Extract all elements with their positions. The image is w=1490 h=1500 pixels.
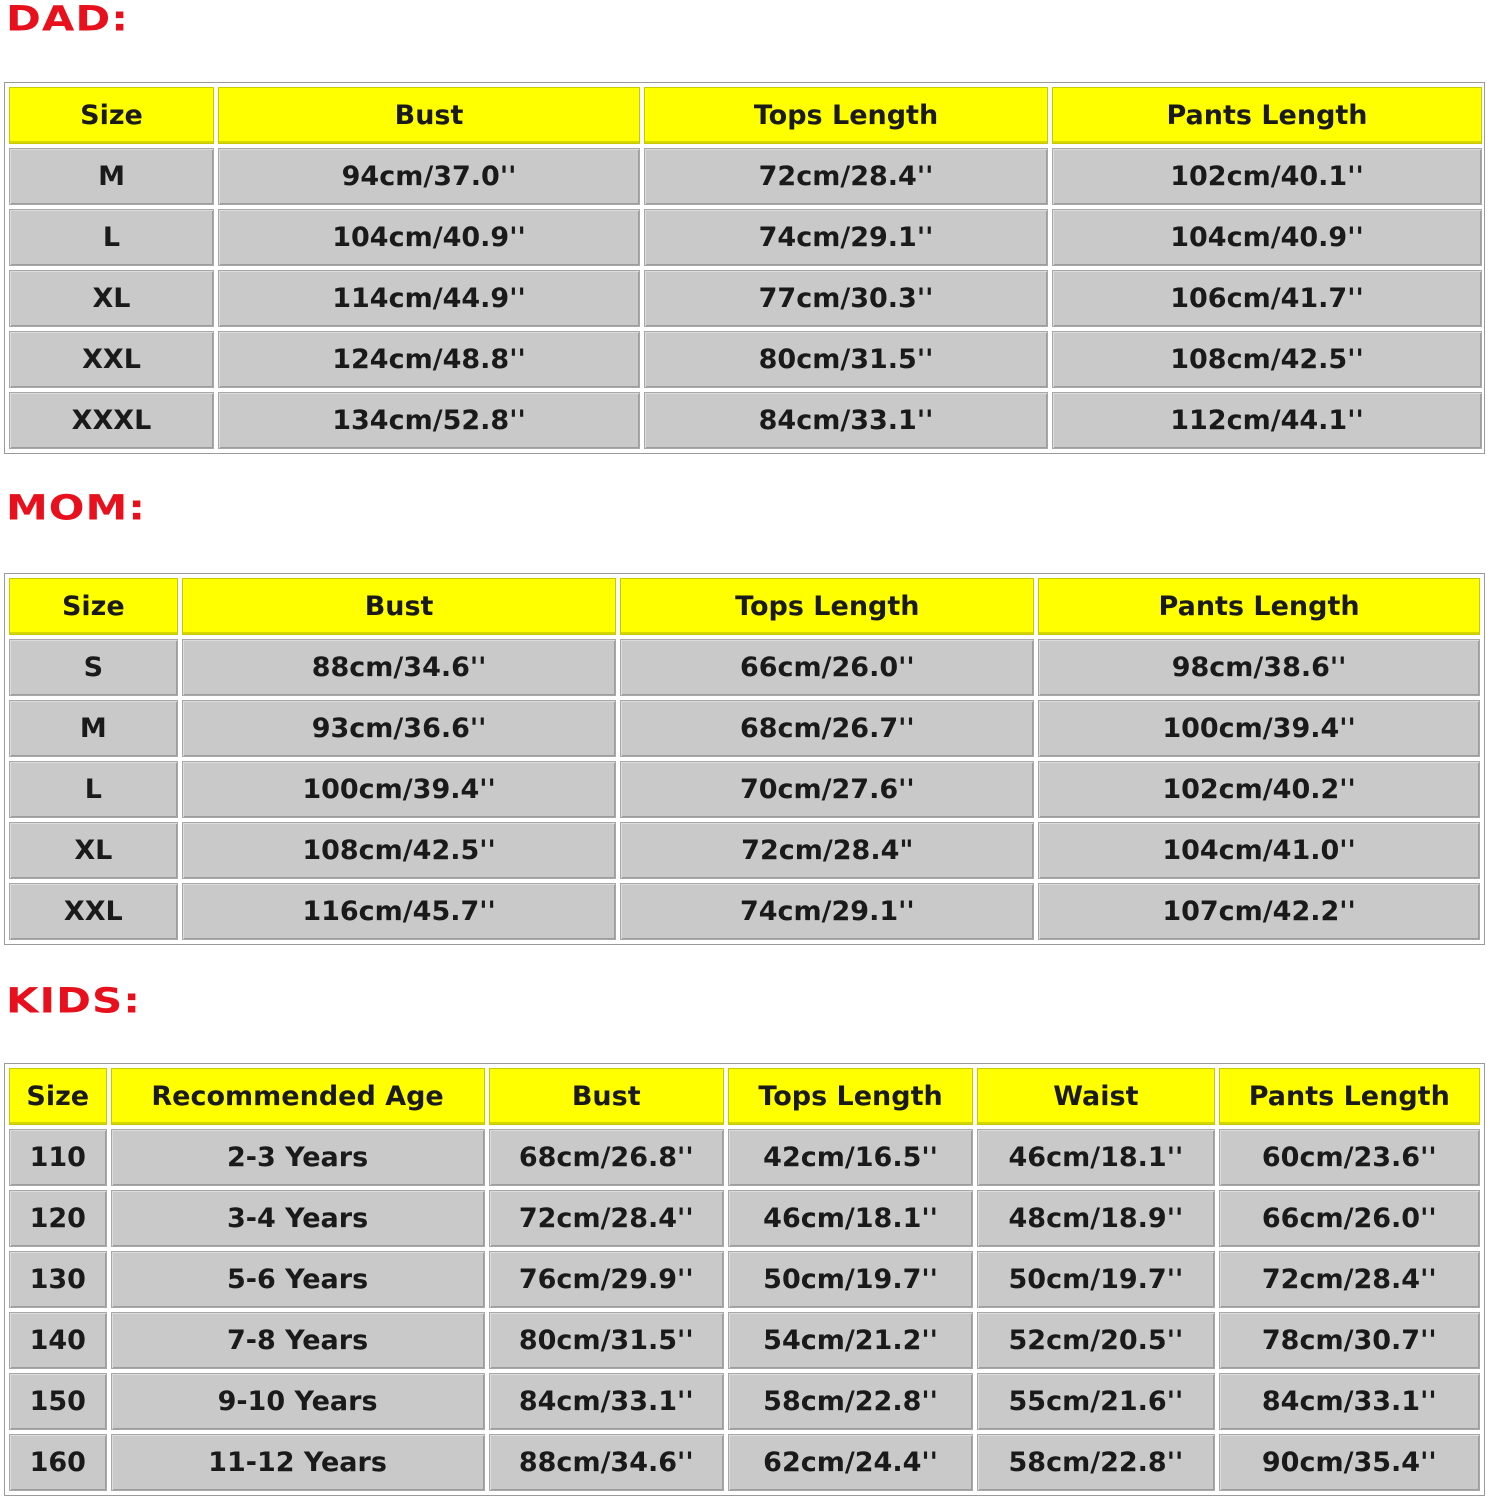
bust-cell: 80cm/31.5'' xyxy=(489,1312,724,1369)
tops-length-cell: 62cm/24.4'' xyxy=(728,1434,973,1491)
table-row xyxy=(9,639,1480,696)
kids-header-tops-length: Tops Length xyxy=(728,1068,973,1125)
table-row xyxy=(9,761,1480,818)
pants-length-cell: 60cm/23.6'' xyxy=(1219,1129,1480,1186)
mom-section-title: MOM: xyxy=(6,487,147,528)
kids-header-pants-length: Pants Length xyxy=(1219,1068,1480,1125)
table-row xyxy=(9,148,1482,205)
tops-length-cell: 84cm/33.1'' xyxy=(644,392,1048,449)
age-cell: 3-4 Years xyxy=(111,1190,485,1247)
pants-length-cell: 84cm/33.1'' xyxy=(1219,1373,1480,1430)
size-cell: L xyxy=(9,209,214,266)
size-cell: XXXL xyxy=(9,392,214,449)
mom-header-size: Size xyxy=(9,578,178,635)
size-cell: 120 xyxy=(9,1190,107,1247)
bust-cell: 116cm/45.7'' xyxy=(182,883,617,940)
mom-size-table-frame xyxy=(4,573,1485,945)
dad-header-bust: Bust xyxy=(218,87,640,144)
bust-cell: 76cm/29.9'' xyxy=(489,1251,724,1308)
mom-header-bust: Bust xyxy=(182,578,617,635)
pants-length-cell: 112cm/44.1'' xyxy=(1052,392,1482,449)
bust-cell: 100cm/39.4'' xyxy=(182,761,617,818)
table-row xyxy=(9,209,1482,266)
dad-header-row xyxy=(9,87,1482,144)
bust-cell: 72cm/28.4'' xyxy=(489,1190,724,1247)
table-row xyxy=(9,700,1480,757)
bust-cell: 134cm/52.8'' xyxy=(218,392,640,449)
age-cell: 7-8 Years xyxy=(111,1312,485,1369)
kids-section-title: KIDS: xyxy=(6,980,142,1021)
table-row xyxy=(9,331,1482,388)
size-cell: M xyxy=(9,700,178,757)
dad-header-tops-length: Tops Length xyxy=(644,87,1048,144)
waist-cell: 55cm/21.6'' xyxy=(977,1373,1214,1430)
mom-header-tops-length: Tops Length xyxy=(620,578,1034,635)
size-cell: 140 xyxy=(9,1312,107,1369)
tops-length-cell: 50cm/19.7'' xyxy=(728,1251,973,1308)
bust-cell: 88cm/34.6'' xyxy=(182,639,617,696)
kids-header-recommended-age: Recommended Age xyxy=(111,1068,485,1125)
table-row xyxy=(9,270,1482,327)
bust-cell: 93cm/36.6'' xyxy=(182,700,617,757)
tops-length-cell: 58cm/22.8'' xyxy=(728,1373,973,1430)
mom-header-row xyxy=(9,578,1480,635)
dad-section-title: DAD: xyxy=(6,0,130,39)
tops-length-cell: 77cm/30.3'' xyxy=(644,270,1048,327)
bust-cell: 108cm/42.5'' xyxy=(182,822,617,879)
table-row xyxy=(9,1129,1480,1186)
tops-length-cell: 74cm/29.1'' xyxy=(620,883,1034,940)
bust-cell: 124cm/48.8'' xyxy=(218,331,640,388)
pants-length-cell: 104cm/40.9'' xyxy=(1052,209,1482,266)
tops-length-cell: 42cm/16.5'' xyxy=(728,1129,973,1186)
table-row xyxy=(9,1434,1480,1491)
table-row xyxy=(9,1190,1480,1247)
size-cell: 110 xyxy=(9,1129,107,1186)
waist-cell: 48cm/18.9'' xyxy=(977,1190,1214,1247)
dad-header-size: Size xyxy=(9,87,214,144)
pants-length-cell: 104cm/41.0'' xyxy=(1038,822,1480,879)
size-cell: XXL xyxy=(9,331,214,388)
table-row xyxy=(9,822,1480,879)
size-cell: L xyxy=(9,761,178,818)
table-row xyxy=(9,1251,1480,1308)
kids-size-table-frame xyxy=(4,1063,1485,1496)
kids-size-table xyxy=(5,1064,1484,1495)
pants-length-cell: 78cm/30.7'' xyxy=(1219,1312,1480,1369)
pants-length-cell: 72cm/28.4'' xyxy=(1219,1251,1480,1308)
dad-size-table-frame xyxy=(4,82,1485,454)
tops-length-cell: 74cm/29.1'' xyxy=(644,209,1048,266)
size-cell: 130 xyxy=(9,1251,107,1308)
mom-header-pants-length: Pants Length xyxy=(1038,578,1480,635)
bust-cell: 88cm/34.6'' xyxy=(489,1434,724,1491)
dad-size-table xyxy=(5,83,1486,453)
age-cell: 5-6 Years xyxy=(111,1251,485,1308)
kids-header-row xyxy=(9,1068,1480,1125)
tops-length-cell: 72cm/28.4'' xyxy=(644,148,1048,205)
size-cell: M xyxy=(9,148,214,205)
pants-length-cell: 108cm/42.5'' xyxy=(1052,331,1482,388)
table-row xyxy=(9,883,1480,940)
size-cell: XL xyxy=(9,822,178,879)
age-cell: 11-12 Years xyxy=(111,1434,485,1491)
table-row xyxy=(9,1312,1480,1369)
size-cell: XL xyxy=(9,270,214,327)
tops-length-cell: 72cm/28.4" xyxy=(620,822,1034,879)
size-cell: XXL xyxy=(9,883,178,940)
age-cell: 9-10 Years xyxy=(111,1373,485,1430)
pants-length-cell: 106cm/41.7'' xyxy=(1052,270,1482,327)
mom-size-table xyxy=(5,574,1484,944)
waist-cell: 58cm/22.8'' xyxy=(977,1434,1214,1491)
tops-length-cell: 66cm/26.0'' xyxy=(620,639,1034,696)
tops-length-cell: 70cm/27.6'' xyxy=(620,761,1034,818)
kids-header-size: Size xyxy=(9,1068,107,1125)
size-cell: 150 xyxy=(9,1373,107,1430)
pants-length-cell: 102cm/40.1'' xyxy=(1052,148,1482,205)
tops-length-cell: 54cm/21.2'' xyxy=(728,1312,973,1369)
bust-cell: 104cm/40.9'' xyxy=(218,209,640,266)
waist-cell: 46cm/18.1'' xyxy=(977,1129,1214,1186)
pants-length-cell: 90cm/35.4'' xyxy=(1219,1434,1480,1491)
bust-cell: 94cm/37.0'' xyxy=(218,148,640,205)
pants-length-cell: 107cm/42.2'' xyxy=(1038,883,1480,940)
waist-cell: 50cm/19.7'' xyxy=(977,1251,1214,1308)
kids-header-waist: Waist xyxy=(977,1068,1214,1125)
tops-length-cell: 46cm/18.1'' xyxy=(728,1190,973,1247)
pants-length-cell: 102cm/40.2'' xyxy=(1038,761,1480,818)
pants-length-cell: 66cm/26.0'' xyxy=(1219,1190,1480,1247)
kids-header-bust: Bust xyxy=(489,1068,724,1125)
table-row xyxy=(9,392,1482,449)
bust-cell: 114cm/44.9'' xyxy=(218,270,640,327)
waist-cell: 52cm/20.5'' xyxy=(977,1312,1214,1369)
pants-length-cell: 100cm/39.4'' xyxy=(1038,700,1480,757)
pants-length-cell: 98cm/38.6'' xyxy=(1038,639,1480,696)
table-row xyxy=(9,1373,1480,1430)
age-cell: 2-3 Years xyxy=(111,1129,485,1186)
bust-cell: 84cm/33.1'' xyxy=(489,1373,724,1430)
size-cell: 160 xyxy=(9,1434,107,1491)
bust-cell: 68cm/26.8'' xyxy=(489,1129,724,1186)
dad-header-pants-length: Pants Length xyxy=(1052,87,1482,144)
tops-length-cell: 68cm/26.7'' xyxy=(620,700,1034,757)
tops-length-cell: 80cm/31.5'' xyxy=(644,331,1048,388)
size-cell: S xyxy=(9,639,178,696)
